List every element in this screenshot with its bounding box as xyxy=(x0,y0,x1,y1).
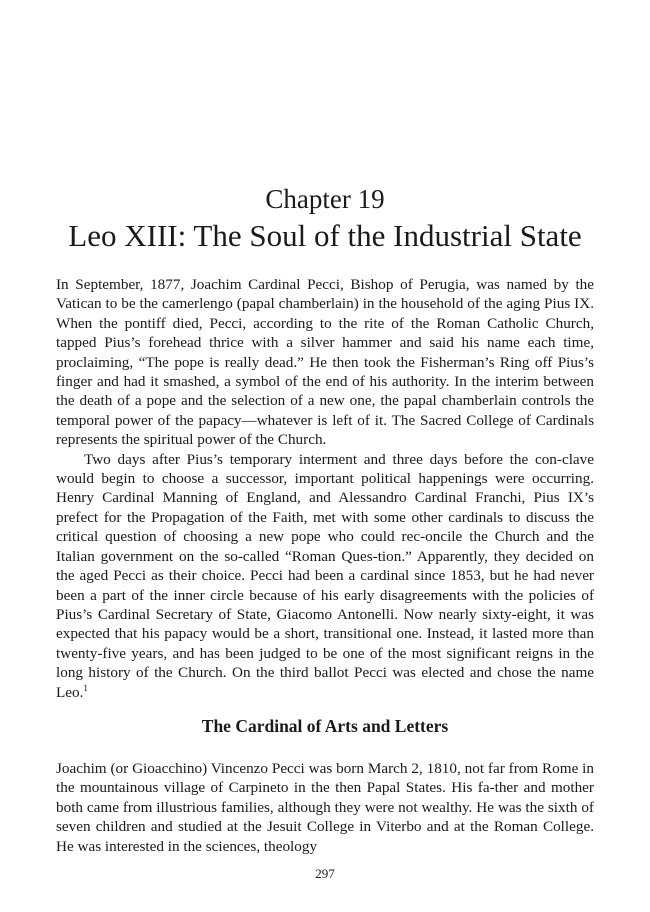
section-heading: The Cardinal of Arts and Letters xyxy=(201,716,449,736)
footnote-marker[interactable]: 1 xyxy=(83,682,88,693)
paragraph-text: In September, 1877, Joachim Cardinal Pecci, Bishop of Perugia, was named by the Vatican to be the camerlengo (papal chamberlain) in the household of the aging Pius IX. When the pontiff died, Pecci, according to the rite of the Roman Catholic Church, tapped Pius’s forehead thrice with a silver hammer and said his name each time, proclaiming, “The pope is really dead.” He then took the Fisherman’s Ring off Pius’s finger and had it smashed, a symbol of the end of his authority. In the interim between the death of a pope and the selection of a new one, the papal chamberlain controls the temporal power of the papacy—whatever is left of it. The Sacred College of Cardinals represents the spiritual power of the Church. xyxy=(56,276,594,449)
page-number: 297 xyxy=(315,866,335,881)
body-paragraph xyxy=(56,759,594,856)
chapter-number: Chapter 19 xyxy=(265,184,385,214)
paragraph-text: Two days after Pius’s temporary interment and three days before the con-clave would begin to choose a successor, important political happenings were occurring. Henry Cardinal Manning of England, and Alessandro Cardinal Franchi, Pius IX’s prefect for the Propagation of the Faith, met with some other cardinals to discuss the critical question of choosing a new pope who could rec-oncile the Church and the Italian government on the so-called “Roman Ques-tion.” Apparently, they decided on the aged Pecci as their choice. Pecci had been a cardinal since 1853, but he had never been a part of the inner circle because of his early disagreements with the policies of Pius’s Cardinal Secretary of State, Giacomo Antonelli. Now nearly sixty-eight, it was expected that his papacy would be a short, transitional one. Instead, it lasted more than twenty-five years, and has been judged to be one of the most significant reigns in the long history of the Church. On the third ballot Pecci was elected and chose the name Leo. xyxy=(56,450,594,701)
section-body xyxy=(56,759,594,856)
body-paragraph xyxy=(56,450,594,702)
body-paragraph xyxy=(56,275,594,450)
chapter-body xyxy=(56,275,594,702)
chapter-title: Leo XIII: The Soul of the Industrial State xyxy=(68,218,582,253)
paragraph-text: Joachim (or Gioacchino) Vincenzo Pecci was born March 2, 1810, not far from Rome in the mountainous village of Carpineto in the then Papal States. His fa-ther and mother both came from illustrious families, although they were not wealthy. He was the sixth of seven children and studied at the Jesuit College in Viterbo and at the Roman College. He was interested in the sciences, theology xyxy=(56,760,594,855)
